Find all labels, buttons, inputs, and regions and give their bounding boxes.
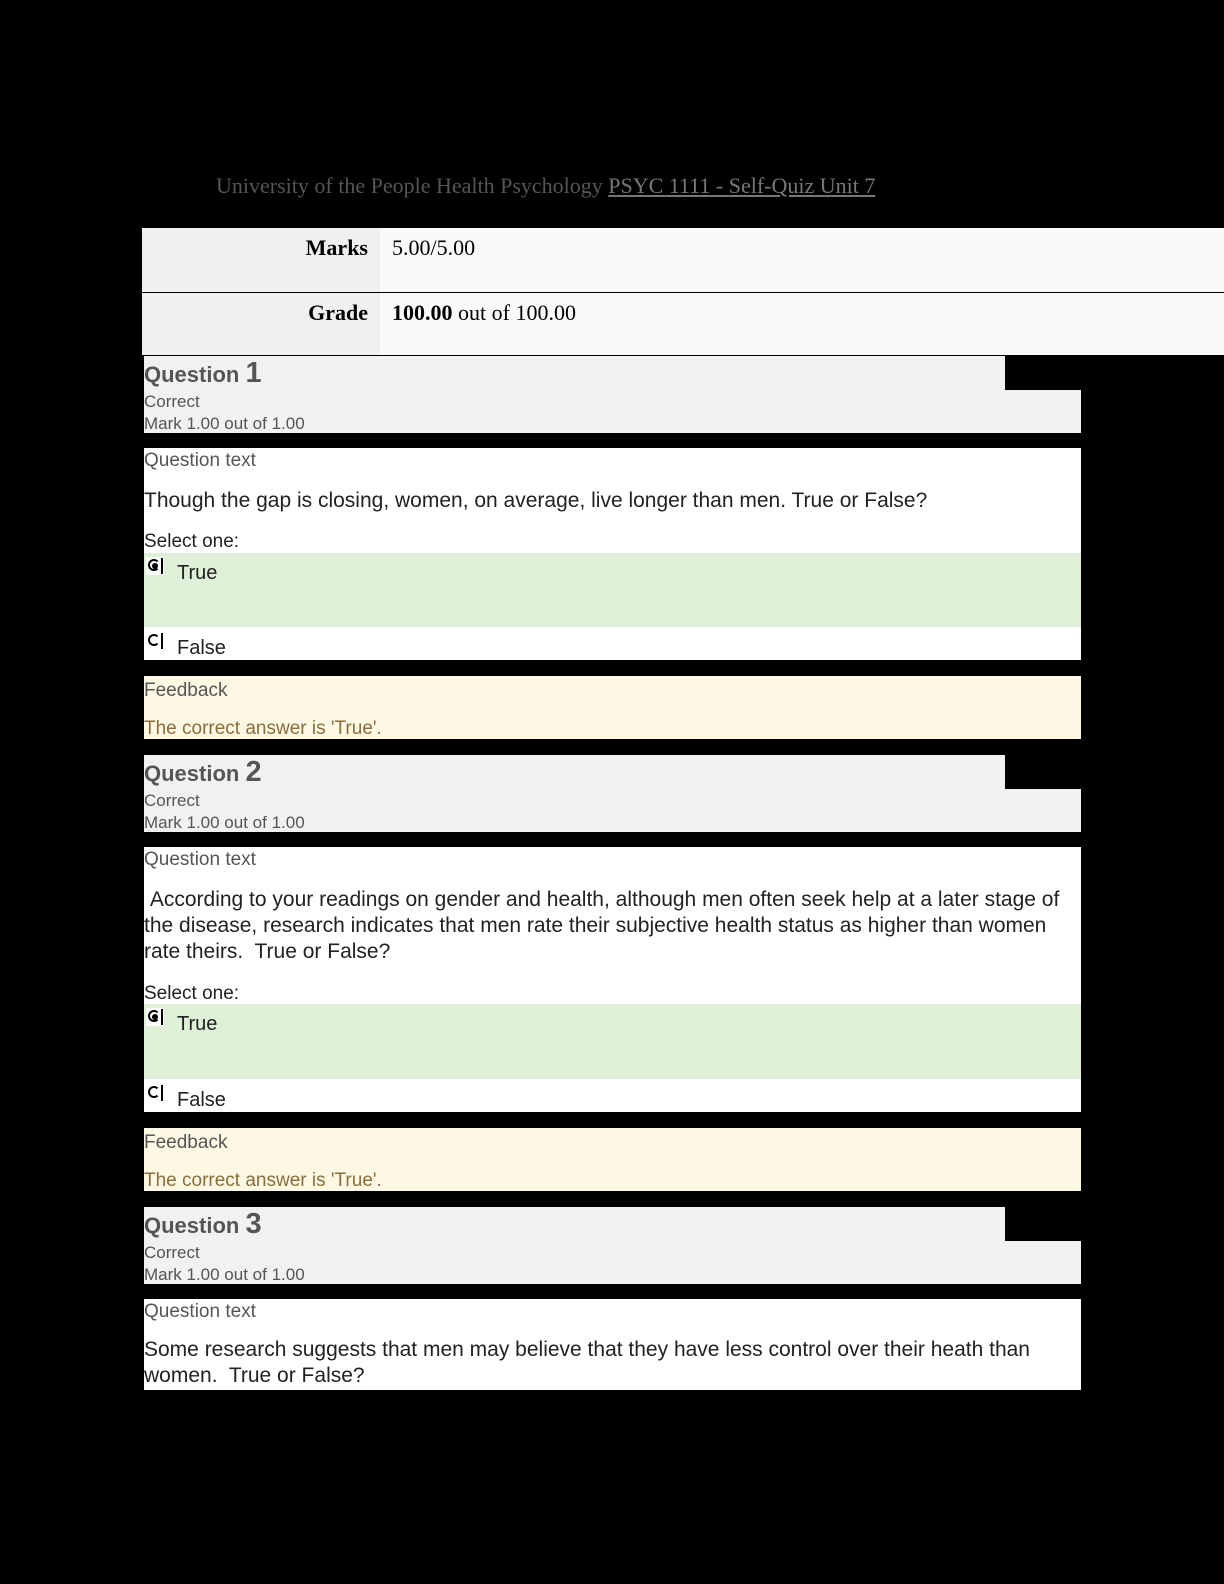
question-2-header-corner xyxy=(1005,755,1081,789)
question-3-number: 3 xyxy=(245,1208,262,1240)
question-1-select-label: Select one: xyxy=(144,531,240,552)
question-2-text-label: Question text xyxy=(144,849,256,870)
question-1-feedback-text: The correct answer is 'True'. xyxy=(144,718,382,739)
question-2-answer-false-label: False xyxy=(177,1089,226,1111)
header-prefix: University of the People Health Psychology xyxy=(216,173,609,198)
radio-unchecked-icon[interactable] xyxy=(146,1084,164,1102)
question-1-answer-false-label: False xyxy=(177,637,226,659)
question-2-state: Correct xyxy=(144,791,200,810)
question-3-grade: Mark 1.00 out of 1.00 xyxy=(144,1265,305,1284)
grade-row xyxy=(142,293,1224,355)
question-1-content xyxy=(144,448,1081,660)
question-1-answer-true[interactable] xyxy=(144,553,1081,627)
question-2-select-label: Select one: xyxy=(144,983,240,1004)
question-1-header xyxy=(144,356,1081,433)
marks-value: 5.00/5.00 xyxy=(380,228,1224,292)
question-3-state: Correct xyxy=(144,1243,200,1262)
question-1-text: Though the gap is closing, women, on average, live longer than men. True or False? xyxy=(144,489,928,512)
radio-checked-icon[interactable] xyxy=(146,1008,164,1026)
question-2-title xyxy=(144,755,1005,789)
question-3-header xyxy=(144,1207,1081,1284)
question-3-content xyxy=(144,1299,1081,1390)
question-2-number: 2 xyxy=(245,756,262,788)
question-1-title-word: Question xyxy=(144,362,246,387)
question-1-text-label: Question text xyxy=(144,450,256,471)
question-2-answer-true-label: True xyxy=(177,1013,218,1035)
radio-checked-icon[interactable] xyxy=(146,557,164,575)
marks-label: Marks xyxy=(142,228,380,292)
question-2-feedback xyxy=(144,1128,1081,1191)
question-1-answer-true-label: True xyxy=(177,562,218,584)
question-2-content xyxy=(144,847,1081,1112)
question-1-grade: Mark 1.00 out of 1.00 xyxy=(144,414,305,433)
page-header xyxy=(216,173,875,199)
course-link[interactable]: PSYC 1111 - xyxy=(608,173,729,198)
question-3-text: Some research suggests that men may believe that they have less control over their heath than women. True or False? xyxy=(144,1338,1036,1387)
question-3-text-label: Question text xyxy=(144,1301,256,1322)
question-1-feedback xyxy=(144,676,1081,739)
question-2-text: According to your readings on gender and health, although men often seek help at a later stage of the disease, research indicates that men rate their subjective health status as higher than women rate theirs. True or False? xyxy=(144,888,1066,963)
question-2-feedback-text: The correct answer is 'True'. xyxy=(144,1170,382,1191)
grade-label: Grade xyxy=(142,293,380,355)
question-2-header xyxy=(144,755,1081,832)
question-2-grade: Mark 1.00 out of 1.00 xyxy=(144,813,305,832)
question-1-number: 1 xyxy=(245,357,262,389)
question-1-answer-false[interactable] xyxy=(144,628,1081,660)
question-2-answer-false[interactable] xyxy=(144,1080,1081,1112)
radio-unchecked-icon[interactable] xyxy=(146,632,164,650)
quiz-link[interactable]: Self-Quiz Unit 7 xyxy=(728,173,876,198)
grade-bold: 100.00 xyxy=(392,300,453,325)
question-1-state: Correct xyxy=(144,392,200,411)
question-1-feedback-label: Feedback xyxy=(144,680,228,701)
question-1-header-corner xyxy=(1005,356,1081,390)
question-2-title-word: Question xyxy=(144,761,246,786)
question-2-feedback-label: Feedback xyxy=(144,1132,228,1153)
grade-rest: out of 100.00 xyxy=(452,300,576,325)
question-3-title-word: Question xyxy=(144,1213,246,1238)
question-3-header-corner xyxy=(1005,1207,1081,1241)
marks-row xyxy=(142,228,1224,292)
question-1-title xyxy=(144,356,1005,390)
question-2-answer-true[interactable] xyxy=(144,1004,1081,1079)
grade-value xyxy=(380,293,1224,355)
question-3-title xyxy=(144,1207,1005,1241)
